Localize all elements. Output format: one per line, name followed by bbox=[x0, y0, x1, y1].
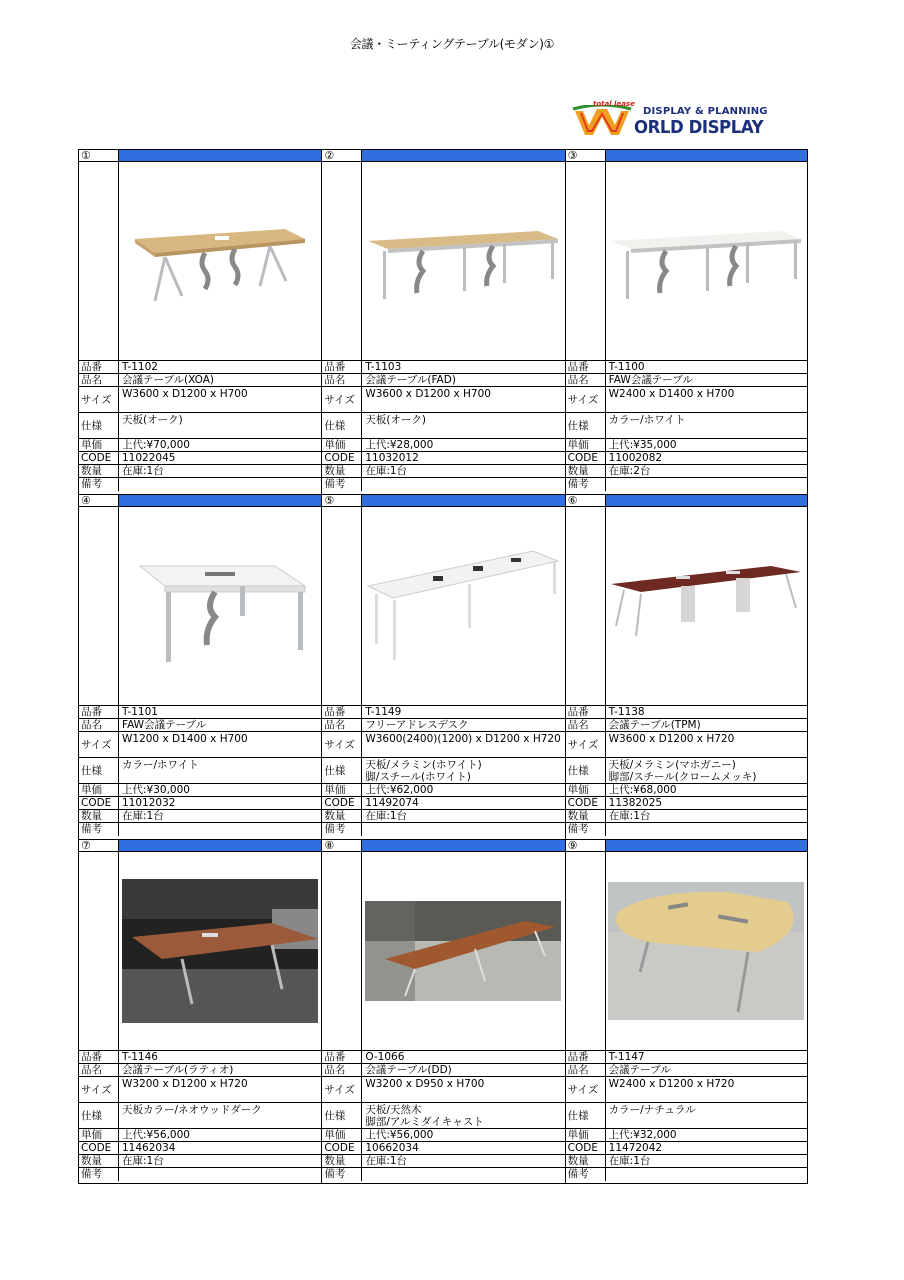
hinban-value: T-1147 bbox=[608, 1051, 645, 1063]
shiyou-line1: 天板/天然木 bbox=[365, 1104, 422, 1116]
label-hinban: 品番 bbox=[322, 361, 362, 373]
label-size: サイズ bbox=[566, 1077, 606, 1102]
hinban-value: T-1101 bbox=[122, 706, 158, 718]
label-tanka: 単価 bbox=[566, 1129, 606, 1141]
product-card bbox=[565, 494, 808, 839]
logo-subtitle: DISPLAY & PLANNING bbox=[643, 106, 768, 117]
label-bikou: 備考 bbox=[79, 823, 119, 836]
product-card bbox=[78, 149, 321, 494]
label-bikou: 備考 bbox=[79, 1168, 119, 1181]
label-shiyou: 仕様 bbox=[566, 758, 606, 783]
logo-tagline: total lease bbox=[593, 100, 635, 108]
label-hinmei: 品名 bbox=[566, 719, 606, 731]
suuryou-value: 在庫:1台 bbox=[122, 465, 164, 477]
image-row bbox=[322, 162, 564, 361]
label-size: サイズ bbox=[566, 387, 606, 412]
bikou-value bbox=[606, 823, 807, 836]
image-row bbox=[79, 162, 321, 361]
bikou-value bbox=[119, 478, 321, 491]
item-number: ⑨ bbox=[566, 840, 606, 851]
label-suuryou: 数量 bbox=[79, 1155, 119, 1167]
item-number: ⑦ bbox=[79, 840, 119, 851]
image-row bbox=[566, 507, 807, 706]
label-hinmei: 品名 bbox=[566, 1064, 606, 1076]
product-image bbox=[362, 507, 564, 705]
label-bikou: 備考 bbox=[79, 478, 119, 491]
code-value: 11472042 bbox=[608, 1142, 663, 1154]
label-shiyou: 仕様 bbox=[322, 413, 362, 438]
card-header bbox=[322, 494, 564, 507]
hinban-value: T-1149 bbox=[365, 706, 402, 718]
label-code: CODE bbox=[566, 452, 606, 464]
shiyou-line1: 天板/メラミン(ホワイト) bbox=[365, 759, 482, 771]
card-header bbox=[566, 149, 807, 162]
product-card bbox=[565, 839, 808, 1184]
product-grid bbox=[78, 149, 808, 1184]
label-size: サイズ bbox=[322, 387, 362, 412]
shiyou-line1: カラー/ホワイト bbox=[608, 414, 686, 426]
shiyou-line2: 脚/スチール(ホワイト) bbox=[365, 771, 471, 783]
code-value: 11032012 bbox=[365, 452, 419, 464]
hinmei-value: 会議テーブル(XOA) bbox=[122, 374, 215, 386]
label-shiyou: 仕様 bbox=[322, 758, 362, 783]
label-size: サイズ bbox=[79, 1077, 119, 1102]
suuryou-value: 在庫:2台 bbox=[608, 465, 651, 477]
tanka-value: 上代:¥56,000 bbox=[365, 1129, 434, 1141]
hinban-value: T-1103 bbox=[365, 361, 402, 373]
label-shiyou: 仕様 bbox=[566, 413, 606, 438]
product-card bbox=[321, 494, 564, 839]
label-tanka: 単価 bbox=[79, 439, 119, 451]
size-value: W3600 x D1200 x H700 bbox=[122, 388, 248, 400]
label-bikou: 備考 bbox=[566, 1168, 606, 1181]
label-tanka: 単価 bbox=[322, 439, 362, 451]
item-number: ③ bbox=[566, 150, 606, 161]
shiyou-line1: カラー/ホワイト bbox=[122, 759, 199, 771]
product-image bbox=[119, 507, 321, 705]
hinban-value: T-1146 bbox=[122, 1051, 158, 1063]
item-number: ① bbox=[79, 150, 119, 161]
label-hinmei: 品名 bbox=[322, 719, 362, 731]
label-hinban: 品番 bbox=[79, 1051, 119, 1063]
item-number: ⑤ bbox=[322, 495, 362, 506]
bikou-value bbox=[606, 478, 807, 491]
product-image bbox=[119, 162, 321, 360]
label-size: サイズ bbox=[79, 732, 119, 757]
hinban-value: T-1102 bbox=[122, 361, 158, 373]
hinmei-value: フリーアドレスデスク bbox=[365, 719, 469, 731]
product-image bbox=[362, 852, 564, 1050]
item-number: ⑧ bbox=[322, 840, 362, 851]
hinmei-value: FAW会議テーブル bbox=[608, 374, 693, 386]
label-code: CODE bbox=[322, 452, 362, 464]
shiyou-line2: 脚部/スチール(クロームメッキ) bbox=[608, 771, 757, 783]
label-suuryou: 数量 bbox=[322, 465, 362, 477]
suuryou-value: 在庫:1台 bbox=[122, 810, 164, 822]
label-tanka: 単価 bbox=[79, 784, 119, 796]
tanka-value: 上代:¥35,000 bbox=[608, 439, 677, 451]
label-bikou: 備考 bbox=[322, 478, 362, 491]
label-bikou: 備考 bbox=[566, 478, 606, 491]
label-suuryou: 数量 bbox=[566, 465, 606, 477]
product-row bbox=[78, 149, 808, 494]
label-size: サイズ bbox=[322, 1077, 362, 1102]
size-value: W1200 x D1400 x H700 bbox=[122, 733, 248, 745]
label-shiyou: 仕様 bbox=[79, 413, 119, 438]
hinmei-value: 会議テーブル(TPM) bbox=[608, 719, 701, 731]
product-row bbox=[78, 839, 808, 1184]
suuryou-value: 在庫:1台 bbox=[365, 1155, 408, 1167]
card-header bbox=[322, 839, 564, 852]
header-bar bbox=[362, 840, 564, 851]
tanka-value: 上代:¥28,000 bbox=[365, 439, 434, 451]
label-shiyou: 仕様 bbox=[566, 1103, 606, 1128]
image-row bbox=[566, 162, 807, 361]
code-value: 11012032 bbox=[122, 797, 176, 809]
label-shiyou: 仕様 bbox=[322, 1103, 362, 1128]
image-row bbox=[79, 852, 321, 1051]
product-card bbox=[321, 149, 564, 494]
tanka-value: 上代:¥68,000 bbox=[608, 784, 677, 796]
label-suuryou: 数量 bbox=[79, 465, 119, 477]
label-size: サイズ bbox=[566, 732, 606, 757]
suuryou-value: 在庫:1台 bbox=[365, 810, 408, 822]
label-tanka: 単価 bbox=[322, 1129, 362, 1141]
bikou-value bbox=[606, 1168, 807, 1181]
label-hinmei: 品名 bbox=[322, 374, 362, 386]
label-hinmei: 品名 bbox=[79, 374, 119, 386]
bikou-value bbox=[119, 823, 321, 836]
image-row bbox=[322, 507, 564, 706]
size-value: W3600(2400)(1200) x D1200 x H720 bbox=[365, 733, 561, 745]
label-code: CODE bbox=[79, 1142, 119, 1154]
label-hinmei: 品名 bbox=[79, 1064, 119, 1076]
card-header bbox=[322, 149, 564, 162]
product-image bbox=[606, 852, 807, 1050]
card-header bbox=[79, 839, 321, 852]
label-hinban: 品番 bbox=[322, 1051, 362, 1063]
label-hinban: 品番 bbox=[79, 361, 119, 373]
code-value: 11022045 bbox=[122, 452, 176, 464]
header-bar bbox=[119, 840, 321, 851]
bikou-value bbox=[119, 1168, 321, 1181]
label-hinban: 品番 bbox=[566, 361, 606, 373]
code-value: 11462034 bbox=[122, 1142, 176, 1154]
label-shiyou: 仕様 bbox=[79, 758, 119, 783]
header-bar bbox=[606, 150, 807, 161]
card-header bbox=[79, 149, 321, 162]
label-hinban: 品番 bbox=[322, 706, 362, 718]
product-row bbox=[78, 494, 808, 839]
label-bikou: 備考 bbox=[566, 823, 606, 836]
product-image bbox=[362, 162, 564, 360]
label-code: CODE bbox=[322, 1142, 362, 1154]
size-value: W3200 x D1200 x H720 bbox=[122, 1078, 248, 1090]
label-suuryou: 数量 bbox=[322, 1155, 362, 1167]
size-value: W3600 x D1200 x H720 bbox=[608, 733, 735, 745]
code-value: 11002082 bbox=[608, 452, 663, 464]
w-mark-icon bbox=[571, 105, 633, 139]
label-tanka: 単価 bbox=[566, 439, 606, 451]
hinban-value: T-1100 bbox=[608, 361, 645, 373]
header-bar bbox=[606, 840, 807, 851]
tanka-value: 上代:¥62,000 bbox=[365, 784, 434, 796]
label-tanka: 単価 bbox=[566, 784, 606, 796]
label-suuryou: 数量 bbox=[79, 810, 119, 822]
size-value: W2400 x D1400 x H700 bbox=[608, 388, 735, 400]
header-bar bbox=[606, 495, 807, 506]
label-hinban: 品番 bbox=[566, 1051, 606, 1063]
hinmei-value: 会議テーブル(FAD) bbox=[365, 374, 456, 386]
tanka-value: 上代:¥30,000 bbox=[122, 784, 190, 796]
hinmei-value: FAW会議テーブル bbox=[122, 719, 207, 731]
card-header bbox=[566, 839, 807, 852]
tanka-value: 上代:¥70,000 bbox=[122, 439, 190, 451]
bikou-value bbox=[362, 1168, 564, 1181]
header-bar bbox=[362, 495, 564, 506]
label-hinban: 品番 bbox=[566, 706, 606, 718]
product-card bbox=[565, 149, 808, 494]
label-suuryou: 数量 bbox=[566, 810, 606, 822]
product-card bbox=[321, 839, 564, 1184]
shiyou-line1: 天板(オーク) bbox=[122, 414, 183, 426]
label-hinban: 品番 bbox=[79, 706, 119, 718]
hinban-value: O-1066 bbox=[365, 1051, 405, 1063]
tanka-value: 上代:¥56,000 bbox=[122, 1129, 190, 1141]
code-value: 11492074 bbox=[365, 797, 419, 809]
code-value: 10662034 bbox=[365, 1142, 419, 1154]
bikou-value bbox=[362, 823, 564, 836]
logo-name: ORLD DISPLAY bbox=[634, 117, 764, 138]
label-hinmei: 品名 bbox=[322, 1064, 362, 1076]
page-title: 会議・ミーティングテーブル(モダン)① bbox=[349, 37, 555, 51]
label-tanka: 単価 bbox=[322, 784, 362, 796]
shiyou-line2: 脚部/アルミダイキャスト bbox=[365, 1116, 484, 1128]
tanka-value: 上代:¥32,000 bbox=[608, 1129, 677, 1141]
header-bar bbox=[119, 150, 321, 161]
world-display-logo bbox=[571, 100, 806, 140]
shiyou-line1: 天板カラー/ネオウッドダーク bbox=[122, 1104, 262, 1116]
card-header bbox=[566, 494, 807, 507]
code-value: 11382025 bbox=[608, 797, 663, 809]
header-bar bbox=[119, 495, 321, 506]
hinmei-value: 会議テーブル(ラティオ) bbox=[122, 1064, 234, 1076]
product-image bbox=[606, 162, 807, 360]
product-card bbox=[78, 839, 321, 1184]
label-bikou: 備考 bbox=[322, 1168, 362, 1181]
label-hinmei: 品名 bbox=[79, 719, 119, 731]
label-hinmei: 品名 bbox=[566, 374, 606, 386]
suuryou-value: 在庫:1台 bbox=[608, 810, 651, 822]
shiyou-line1: 天板/メラミン(マホガニー) bbox=[608, 759, 736, 771]
item-number: ② bbox=[322, 150, 362, 161]
item-number: ⑥ bbox=[566, 495, 606, 506]
image-row bbox=[79, 507, 321, 706]
label-suuryou: 数量 bbox=[322, 810, 362, 822]
image-row bbox=[322, 852, 564, 1051]
header-bar bbox=[362, 150, 564, 161]
label-code: CODE bbox=[566, 797, 606, 809]
label-code: CODE bbox=[566, 1142, 606, 1154]
label-size: サイズ bbox=[79, 387, 119, 412]
suuryou-value: 在庫:1台 bbox=[365, 465, 408, 477]
label-code: CODE bbox=[322, 797, 362, 809]
card-header bbox=[79, 494, 321, 507]
hinban-value: T-1138 bbox=[608, 706, 645, 718]
product-image bbox=[606, 507, 807, 705]
label-bikou: 備考 bbox=[322, 823, 362, 836]
shiyou-line1: 天板(オーク) bbox=[365, 414, 427, 426]
size-value: W3600 x D1200 x H700 bbox=[365, 388, 491, 400]
hinmei-value: 会議テーブル bbox=[608, 1064, 671, 1076]
product-card bbox=[78, 494, 321, 839]
shiyou-line1: カラー/ナチュラル bbox=[608, 1104, 696, 1116]
suuryou-value: 在庫:1台 bbox=[608, 1155, 651, 1167]
item-number: ④ bbox=[79, 495, 119, 506]
label-size: サイズ bbox=[322, 732, 362, 757]
label-code: CODE bbox=[79, 452, 119, 464]
bikou-value bbox=[362, 478, 564, 491]
label-suuryou: 数量 bbox=[566, 1155, 606, 1167]
label-tanka: 単価 bbox=[79, 1129, 119, 1141]
hinmei-value: 会議テーブル(DD) bbox=[365, 1064, 452, 1076]
suuryou-value: 在庫:1台 bbox=[122, 1155, 164, 1167]
image-row bbox=[566, 852, 807, 1051]
label-shiyou: 仕様 bbox=[79, 1103, 119, 1128]
product-image bbox=[119, 852, 321, 1050]
label-code: CODE bbox=[79, 797, 119, 809]
size-value: W2400 x D1200 x H720 bbox=[608, 1078, 735, 1090]
size-value: W3200 x D950 x H700 bbox=[365, 1078, 485, 1090]
